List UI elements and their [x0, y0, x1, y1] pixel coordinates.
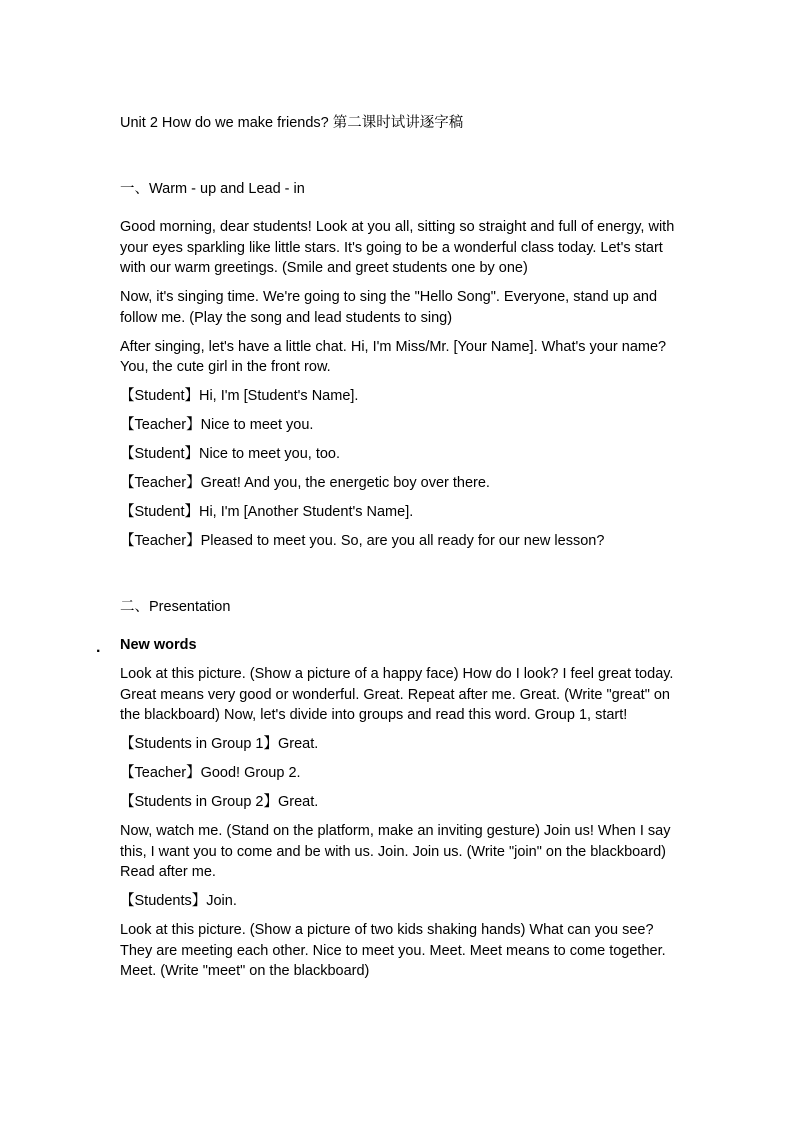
- section-body-presentation: [120, 664, 685, 990]
- dialogue-line: 【Teacher】Great! And you, the energetic boy over there.: [120, 475, 490, 491]
- paragraph: After singing, let's have a little chat. Hi, I'm Miss/Mr. [Your Name]. What's your name? You, the cute girl in the front row.: [120, 338, 667, 375]
- section-heading-presentation: 二、Presentation: [120, 599, 231, 615]
- dialogue-line: 【Students】Join.: [120, 893, 237, 909]
- document-title: Unit 2 How do we make friends? 第二课时试讲逐字稿: [120, 115, 464, 131]
- section-heading-warm-up: 一、Warm - up and Lead - in: [120, 181, 305, 197]
- paragraph: Now, it's singing time. We're going to sing the "Hello Song". Everyone, stand up and follow me. (Play the song and lead students to sing): [120, 289, 658, 326]
- dialogue-line: 【Student】Hi, I'm [Student's Name].: [120, 388, 359, 404]
- dialogue-line: 【Student】Hi, I'm [Another Student's Name].: [120, 504, 414, 520]
- dialogue-line: 【Teacher】Good! Group 2.: [120, 765, 301, 781]
- dialogue-line: 【Student】Nice to meet you, too.: [120, 446, 341, 462]
- dialogue-line: 【Teacher】Pleased to meet you. So, are you all ready for our new lesson?: [120, 533, 605, 549]
- section-body-warm-up: [120, 217, 685, 560]
- paragraph: Good morning, dear students! Look at you all, sitting so straight and full of energy, with your eyes sparkling like little stars. It's going to be a wonderful class today. Let's start with our warm greetings. (Smile and greet students one by one): [120, 219, 675, 276]
- subheading-new-words: New words: [120, 637, 197, 653]
- bullet-marker: .: [96, 639, 101, 656]
- dialogue-line: 【Teacher】Nice to meet you.: [120, 417, 314, 433]
- paragraph: Look at this picture. (Show a picture of two kids shaking hands) What can you see? They are meeting each other. Nice to meet you. Meet. Meet means to come together. Meet. (Write "meet" on the blackboard): [120, 922, 666, 979]
- paragraph: Now, watch me. (Stand on the platform, make an inviting gesture) Join us! When I say this, I want you to come and be with us. Join. Join us. (Write "join" on the blackboard) Read after me.: [120, 823, 671, 880]
- paragraph: Look at this picture. (Show a picture of a happy face) How do I look? I feel great today. Great means very good or wonderful. Great. Repeat after me. Great. (Write "great" on the blackboard) Now, let's divide into groups and read this word. Group 1, start!: [120, 666, 674, 723]
- dialogue-line: 【Students in Group 1】Great.: [120, 736, 319, 752]
- dialogue-line: 【Students in Group 2】Great.: [120, 794, 319, 810]
